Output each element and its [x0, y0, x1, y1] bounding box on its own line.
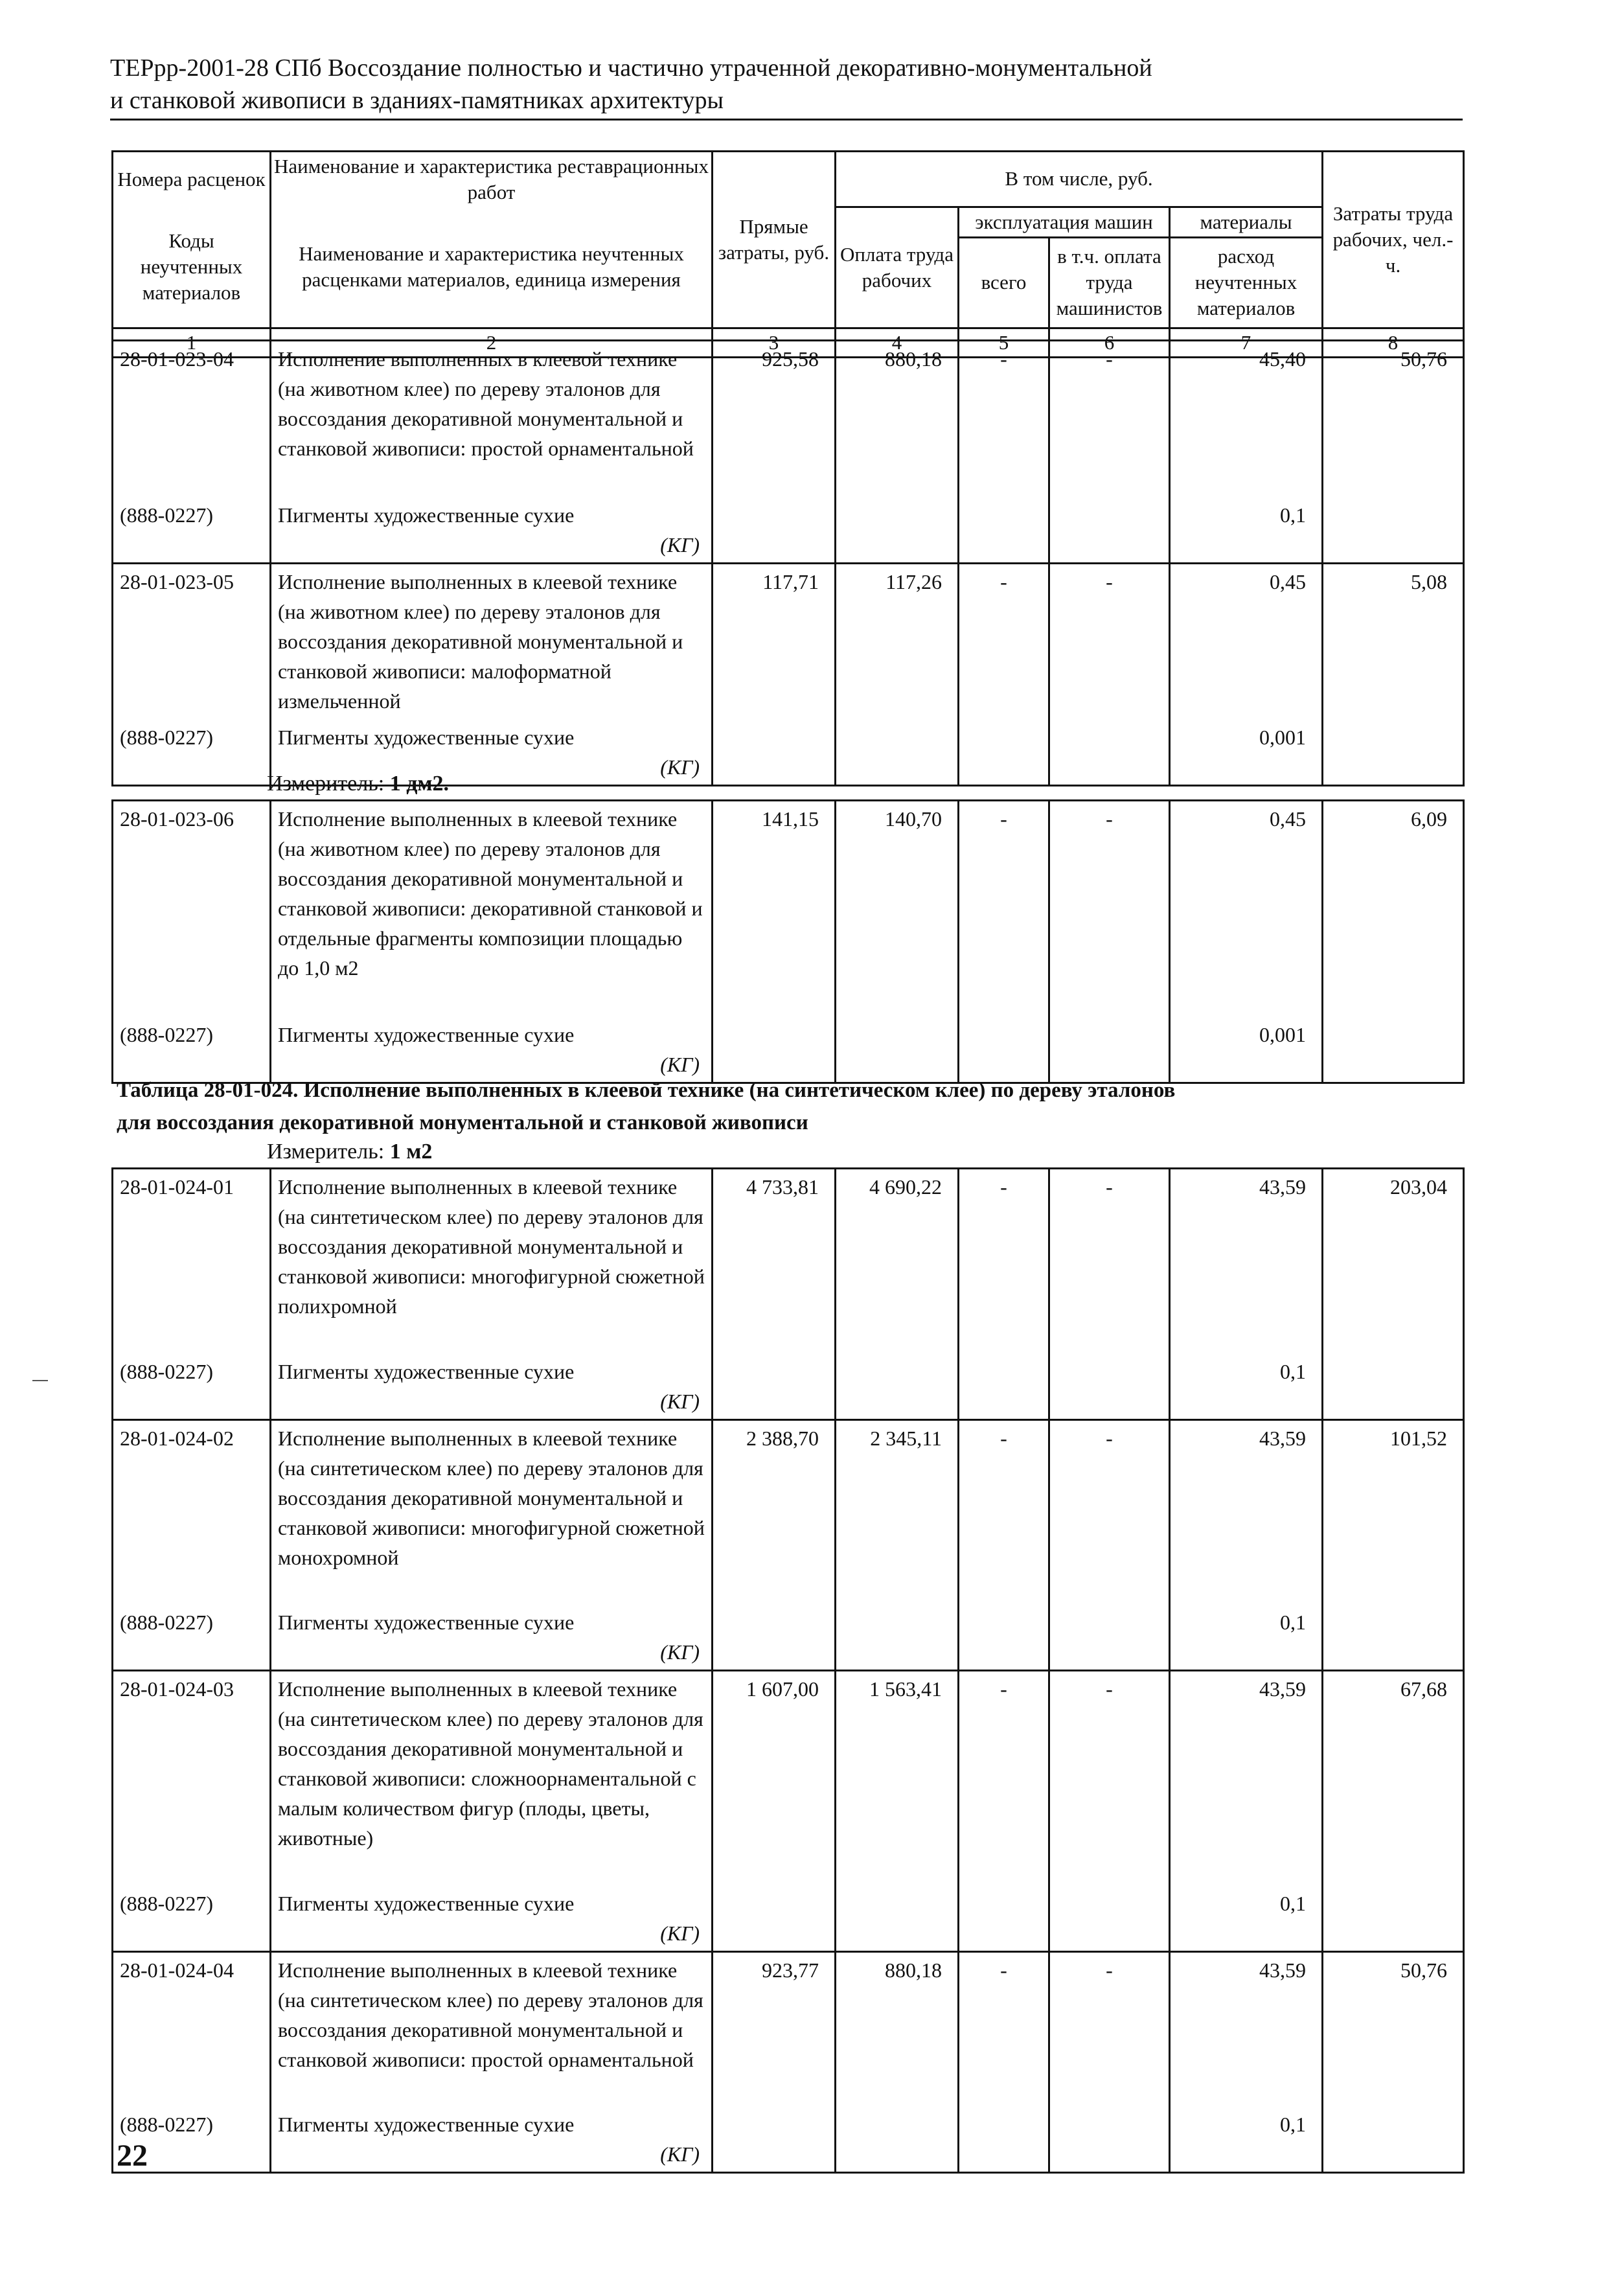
- material-row: [113, 1017, 1464, 1083]
- rate-description: Исполнение выполненных в клеевой технике (на животном клее) по дереву эталонов для воссоздания декоративной монументальной и станковой живописи: декоративной станковой и отдельные фрагменты композиции площадью до 1,0 м2: [271, 801, 713, 1017]
- col-number: 1: [113, 328, 271, 357]
- measure-value: 1 м2: [389, 1140, 433, 1164]
- col1-top-header: Номера расценок: [113, 152, 271, 207]
- rate-entry: [113, 1671, 1464, 1952]
- machines-cost: -: [959, 1419, 1049, 1605]
- material-name: Пигменты художественные сухие: [278, 1611, 575, 1634]
- col3-header: Прямые затраты, руб.: [713, 152, 836, 328]
- table-caption-line-2: для воссоздания декоративной монументальной и станковой живописи: [117, 1111, 808, 1134]
- col6-header: в т.ч. оплата труда машинистов: [1049, 237, 1170, 328]
- col4-header: Оплата труда рабочих: [836, 207, 959, 328]
- materials-cost: 0,45: [1170, 563, 1323, 720]
- material-quantity: 0,1: [1170, 2107, 1323, 2173]
- col-number: 5: [959, 328, 1049, 357]
- rate-description: Исполнение выполненных в клеевой технике (на животном клее) по дереву эталонов для воссоздания декоративной монументальной и станковой живописи: простой орнаментальной: [271, 341, 713, 498]
- header-line-1: ТЕРрр-2001-28 СПб Воссоздание полностью и частично утраченной декоративно-монументальной: [110, 54, 1152, 82]
- rate-code: 28-01-023-06: [113, 801, 271, 1017]
- material-quantity: 0,1: [1170, 1886, 1323, 1952]
- col-number: 7: [1170, 328, 1323, 357]
- rates-table-block-2: [111, 799, 1465, 1084]
- rate-code: 28-01-024-01: [113, 1169, 271, 1354]
- material-unit: (КГ): [660, 533, 700, 557]
- material-quantity: 0,1: [1170, 1354, 1323, 1420]
- material-name: Пигменты художественные сухие: [278, 503, 575, 527]
- rate-row: [113, 1169, 1464, 1354]
- labor-cost: 880,18: [836, 1951, 959, 2107]
- machinists-cost: -: [1049, 1671, 1170, 1886]
- labor-hours: 6,09: [1323, 801, 1464, 1017]
- rate-description: Исполнение выполненных в клеевой технике (на синтетическом клее) по дереву эталонов для воссоздания декоративной монументальной и станковой живописи: простой орнаментальной: [271, 1951, 713, 2107]
- direct-cost: 925,58: [713, 341, 836, 498]
- material-cell: [271, 1017, 713, 1083]
- machinists-cost: -: [1049, 563, 1170, 720]
- labor-cost: 1 563,41: [836, 1671, 959, 1886]
- material-row: [113, 1354, 1464, 1420]
- machines-header: эксплуатация машин: [959, 207, 1170, 237]
- machinists-cost: -: [1049, 1951, 1170, 2107]
- header-rule: [110, 119, 1463, 121]
- group-header: В том числе, руб.: [836, 152, 1323, 207]
- machines-cost: -: [959, 801, 1049, 1017]
- material-unit: (КГ): [660, 1052, 700, 1076]
- material-row: [113, 2107, 1464, 2173]
- col-number: 3: [713, 328, 836, 357]
- materials-cost: 43,59: [1170, 1951, 1323, 2107]
- rate-entry: [113, 563, 1464, 786]
- material-cell: [271, 2107, 713, 2173]
- machinists-cost: -: [1049, 1169, 1170, 1354]
- measure-unit-line: [267, 771, 449, 797]
- material-code: (888-0227): [113, 498, 271, 564]
- material-quantity: 0,1: [1170, 1605, 1323, 1671]
- materials-header: материалы: [1170, 207, 1323, 237]
- material-unit: (КГ): [660, 1640, 700, 1664]
- rates-table-block-3: [111, 1167, 1465, 2174]
- rate-row: [113, 341, 1464, 498]
- column-header-table: [111, 150, 1465, 358]
- labor-cost: 2 345,11: [836, 1419, 959, 1605]
- rate-code: 28-01-024-02: [113, 1419, 271, 1605]
- labor-hours: 203,04: [1323, 1169, 1464, 1354]
- direct-cost: 2 388,70: [713, 1419, 836, 1605]
- rate-code: 28-01-024-04: [113, 1951, 271, 2107]
- rate-entry: [113, 1951, 1464, 2173]
- col2-top-header: Наименование и характеристика реставрационных работ: [271, 152, 713, 207]
- machinists-cost: -: [1049, 341, 1170, 498]
- col8-header: Затраты труда рабочих, чел.-ч.: [1323, 152, 1464, 328]
- col-number: 6: [1049, 328, 1170, 357]
- material-cell: [271, 1605, 713, 1671]
- rate-row: [113, 1671, 1464, 1886]
- table-caption: [117, 1074, 1412, 1139]
- direct-cost: 4 733,81: [713, 1169, 836, 1354]
- material-unit: (КГ): [660, 2142, 700, 2166]
- rate-code: 28-01-023-04: [113, 341, 271, 498]
- material-code: (888-0227): [113, 1017, 271, 1083]
- col1-bottom-header: Коды неучтенных материалов: [113, 207, 271, 328]
- margin-mark: [32, 1380, 48, 1381]
- material-code: (888-0227): [113, 2107, 271, 2173]
- material-row: [113, 1605, 1464, 1671]
- rate-code: 28-01-023-05: [113, 563, 271, 720]
- machines-cost: -: [959, 563, 1049, 720]
- materials-cost: 43,59: [1170, 1671, 1323, 1886]
- rate-description: Исполнение выполненных в клеевой технике (на синтетическом клее) по дереву эталонов для воссоздания декоративной монументальной и станковой живописи: сложноорнаментальной с малым количеством фигур (плоды, цветы, животные): [271, 1671, 713, 1886]
- col5-header: всего: [959, 237, 1049, 328]
- machinists-cost: -: [1049, 1419, 1170, 1605]
- direct-cost: 141,15: [713, 801, 836, 1017]
- measure-unit-line: [267, 1139, 432, 1165]
- direct-cost: 1 607,00: [713, 1671, 836, 1886]
- document-header: [110, 52, 1463, 117]
- labor-hours: 50,76: [1323, 341, 1464, 498]
- col7-header: расход неучтенных материалов: [1170, 237, 1323, 328]
- col2-bottom-header: Наименование и характеристика неучтенных расценками материалов, единица измерения: [271, 207, 713, 328]
- material-name: Пигменты художественные сухие: [278, 2113, 575, 2136]
- material-quantity: 0,001: [1170, 720, 1323, 786]
- material-unit: (КГ): [660, 1389, 700, 1413]
- material-row: [113, 1886, 1464, 1952]
- material-cell: [271, 1886, 713, 1952]
- labor-hours: 5,08: [1323, 563, 1464, 720]
- measure-prefix: Измеритель:: [267, 772, 390, 796]
- direct-cost: 117,71: [713, 563, 836, 720]
- rate-description: Исполнение выполненных в клеевой технике (на синтетическом клее) по дереву эталонов для воссоздания декоративной монументальной и станковой живописи: многофигурной сюжетной монохромной: [271, 1419, 713, 1605]
- rate-entry: [113, 801, 1464, 1083]
- page-number: 22: [117, 2139, 148, 2173]
- direct-cost: 923,77: [713, 1951, 836, 2107]
- labor-hours: 67,68: [1323, 1671, 1464, 1886]
- col-number: 4: [836, 328, 959, 357]
- material-code: (888-0227): [113, 1605, 271, 1671]
- rate-code: 28-01-024-03: [113, 1671, 271, 1886]
- rate-row: [113, 801, 1464, 1017]
- rate-row: [113, 1951, 1464, 2107]
- machines-cost: -: [959, 1671, 1049, 1886]
- col-number: 2: [271, 328, 713, 357]
- labor-cost: 4 690,22: [836, 1169, 959, 1354]
- material-quantity: 0,001: [1170, 1017, 1323, 1083]
- table-caption-line-1: Таблица 28-01-024. Исполнение выполненных в клеевой технике (на синтетическом клее) по дереву эталонов: [117, 1079, 1176, 1102]
- rates-table-block-1: [111, 339, 1465, 786]
- col-number: 8: [1323, 328, 1464, 357]
- machines-cost: -: [959, 341, 1049, 498]
- material-unit: (КГ): [660, 755, 700, 779]
- material-code: (888-0227): [113, 1886, 271, 1952]
- material-unit: (КГ): [660, 1921, 700, 1945]
- labor-cost: 117,26: [836, 563, 959, 720]
- labor-hours: 50,76: [1323, 1951, 1464, 2107]
- material-code: (888-0227): [113, 1354, 271, 1420]
- material-name: Пигменты художественные сухие: [278, 1891, 575, 1915]
- material-name: Пигменты художественные сухие: [278, 1022, 575, 1046]
- material-code: (888-0227): [113, 720, 271, 786]
- labor-cost: 140,70: [836, 801, 959, 1017]
- rate-description: Исполнение выполненных в клеевой технике (на синтетическом клее) по дереву эталонов для воссоздания декоративной монументальной и станковой живописи: многофигурной сюжетной полихромной: [271, 1169, 713, 1354]
- rate-description: Исполнение выполненных в клеевой технике (на животном клее) по дереву эталонов для воссоздания декоративной монументальной и станковой живописи: малоформатной измельченной: [271, 563, 713, 720]
- rate-entry: [113, 1419, 1464, 1671]
- material-row: [113, 498, 1464, 564]
- labor-hours: 101,52: [1323, 1419, 1464, 1605]
- materials-cost: 43,59: [1170, 1169, 1323, 1354]
- material-name: Пигменты художественные сухие: [278, 726, 575, 749]
- measure-prefix: Измеритель:: [267, 1140, 390, 1164]
- rate-entry: [113, 341, 1464, 564]
- material-cell: [271, 1354, 713, 1420]
- material-quantity: 0,1: [1170, 498, 1323, 564]
- materials-cost: 0,45: [1170, 801, 1323, 1017]
- material-name: Пигменты художественные сухие: [278, 1359, 575, 1383]
- header-line-2: и станковой живописи в зданиях-памятниках архитектуры: [110, 87, 724, 114]
- material-cell: [271, 498, 713, 564]
- rate-row: [113, 563, 1464, 720]
- materials-cost: 43,59: [1170, 1419, 1323, 1605]
- machines-cost: -: [959, 1169, 1049, 1354]
- rate-row: [113, 1419, 1464, 1605]
- rate-entry: [113, 1169, 1464, 1420]
- labor-cost: 880,18: [836, 341, 959, 498]
- materials-cost: 45,40: [1170, 341, 1323, 498]
- machinists-cost: -: [1049, 801, 1170, 1017]
- measure-value: 1 дм2.: [389, 772, 450, 796]
- machines-cost: -: [959, 1951, 1049, 2107]
